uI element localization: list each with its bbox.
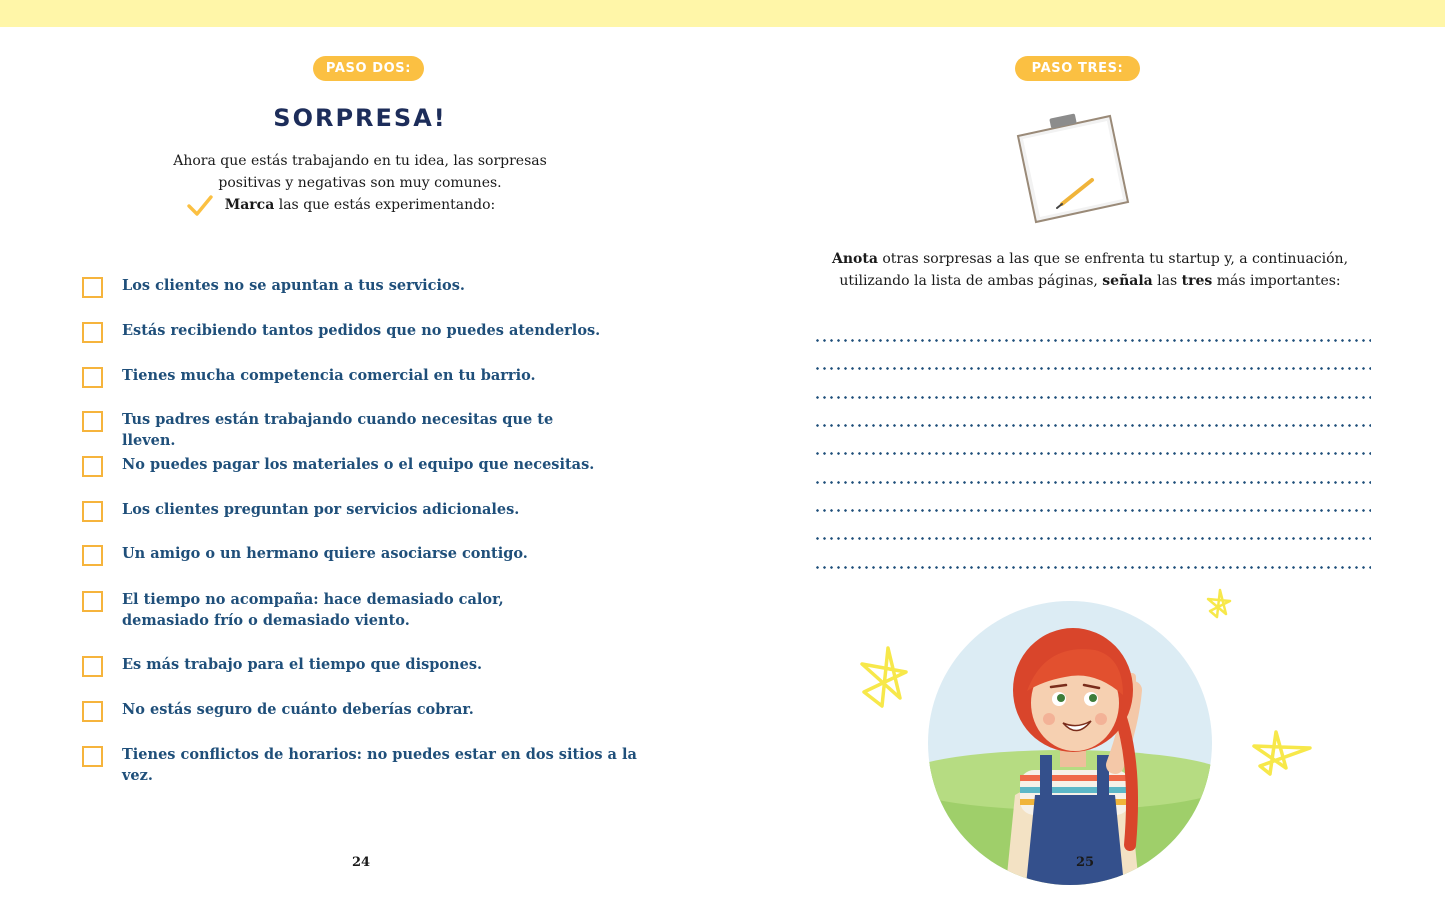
intro-text: [160, 150, 560, 216]
checkbox[interactable]: [82, 746, 103, 767]
instruction-text-4: más importantes:: [1212, 273, 1341, 289]
instruction-text-2: utilizando la lista de ambas páginas,: [839, 273, 1103, 289]
step-label-paso-tres: PASO TRES:: [1015, 56, 1140, 81]
checkmark-icon: [186, 193, 214, 219]
intro-bold: Marca: [224, 197, 275, 213]
instruction-line-2: [800, 270, 1380, 292]
intro-line-3-rest: las que estás experimentando:: [274, 197, 496, 213]
instruction-bold-senala: señala: [1102, 273, 1153, 289]
checklist-item-text: Tienes mucha competencia comercial en tu barrio.: [122, 367, 536, 384]
writing-line[interactable]: [814, 566, 1371, 569]
writing-line[interactable]: [814, 424, 1371, 427]
writing-line[interactable]: [814, 396, 1371, 399]
checkbox[interactable]: [82, 456, 103, 477]
page-title: SORPRESA!: [273, 104, 447, 132]
checkbox[interactable]: [82, 277, 103, 298]
writing-line[interactable]: [814, 481, 1371, 484]
instruction-line-1: [800, 248, 1380, 270]
checklist-item-text: Estás recibiendo tantos pedidos que no puedes atenderlos.: [122, 322, 601, 339]
checklist-item-text: No estás seguro de cuánto deberías cobrar.: [122, 701, 474, 718]
page-number-left: 24: [352, 855, 371, 870]
instruction-bold-anota: Anota: [831, 251, 878, 267]
checklist-item-text: Es más trabajo para el tiempo que dispones.: [122, 656, 483, 673]
writing-line[interactable]: [814, 367, 1371, 370]
checklist-item-text: Tus padres están trabajando cuando necesitas que te lleven.: [122, 411, 554, 449]
checkbox[interactable]: [82, 322, 103, 343]
intro-line-2: positivas y negativas son muy comunes.: [218, 175, 502, 191]
checkbox[interactable]: [82, 656, 103, 677]
intro-line-3: [160, 194, 560, 216]
clipboard-pencil-illustration: [1010, 110, 1135, 230]
checkbox[interactable]: [82, 367, 103, 388]
page-number-right: 25: [1076, 855, 1095, 870]
girl-illustration: [925, 595, 1220, 890]
step-label-paso-dos: PASO DOS:: [313, 56, 424, 81]
instruction-text-1: otras sorpresas a las que se enfrenta tu startup y, a continuación,: [877, 251, 1349, 267]
checklist-item-text: El tiempo no acompaña: hace demasiado calor, demasiado frío o demasiado viento.: [122, 591, 504, 629]
checkbox[interactable]: [82, 545, 103, 566]
checklist-item-text: Un amigo o un hermano quiere asociarse contigo.: [122, 545, 528, 562]
writing-line[interactable]: [814, 509, 1371, 512]
writing-line[interactable]: [814, 537, 1371, 540]
instruction-text-3: las: [1152, 273, 1182, 289]
writing-line[interactable]: [814, 339, 1371, 342]
checkbox[interactable]: [82, 411, 103, 432]
checklist-item-text: Los clientes no se apuntan a tus servicios.: [122, 277, 465, 294]
intro-line-1: Ahora que estás trabajando en tu idea, las sorpresas: [173, 153, 547, 169]
instruction-text: [800, 248, 1380, 292]
checkbox[interactable]: [82, 501, 103, 522]
checklist-item-text: Tienes conflictos de horarios: no puedes estar en dos sitios a la vez.: [122, 746, 637, 784]
top-band: [0, 0, 1445, 27]
instruction-bold-tres: tres: [1181, 273, 1213, 289]
star-icon: [1250, 728, 1314, 778]
star-icon: [858, 642, 910, 710]
checkbox[interactable]: [82, 701, 103, 722]
writing-line[interactable]: [814, 452, 1371, 455]
checkbox[interactable]: [82, 591, 103, 612]
checklist-item-text: Los clientes preguntan por servicios adicionales.: [122, 501, 520, 518]
checklist-item-text: No puedes pagar los materiales o el equipo que necesitas.: [122, 456, 595, 473]
